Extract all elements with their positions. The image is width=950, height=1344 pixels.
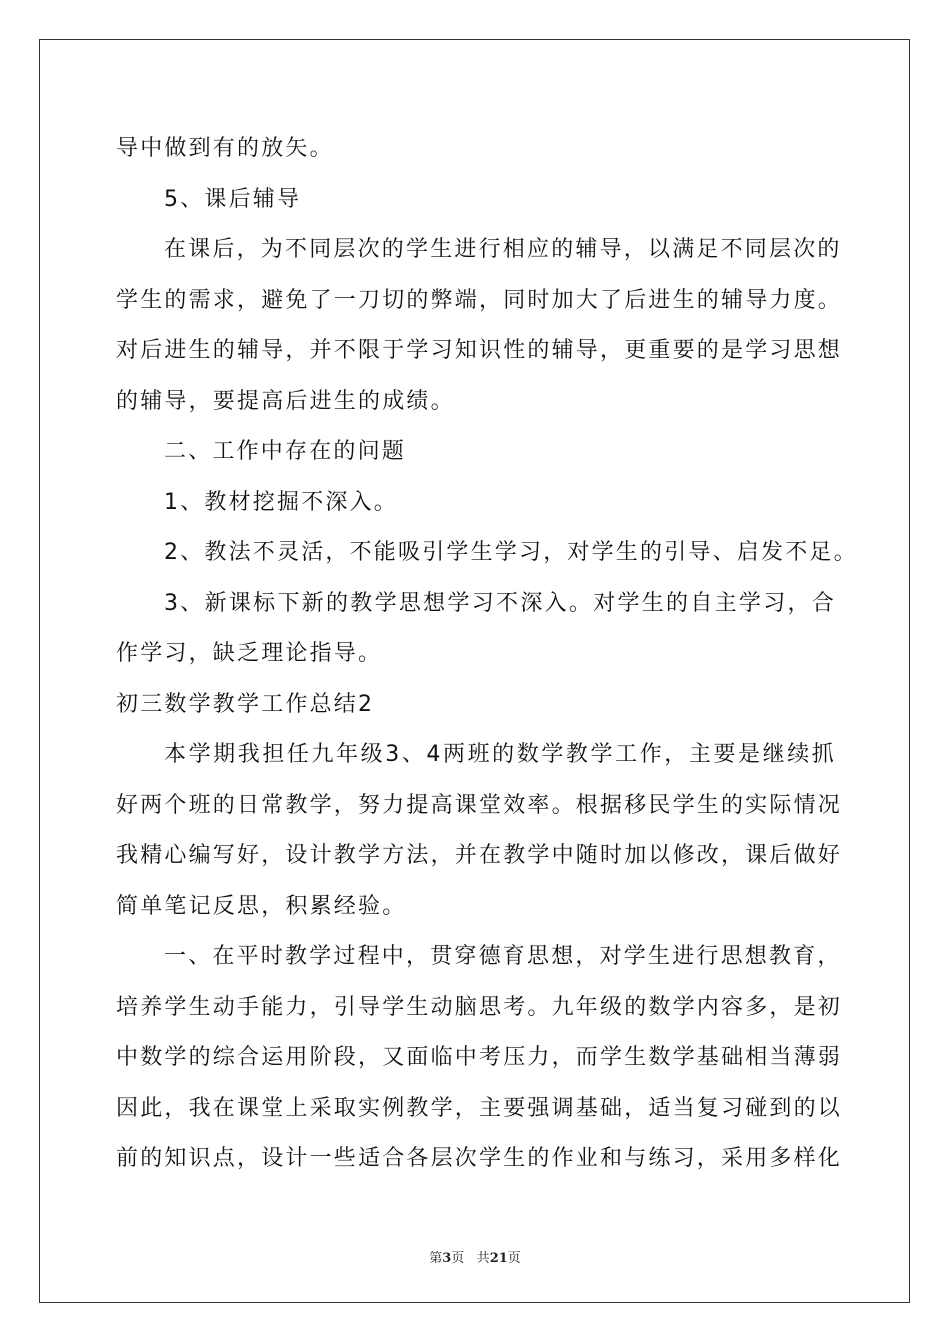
- footer-total-prefix: 共: [476, 1251, 490, 1266]
- footer-total-suffix: 页: [507, 1251, 521, 1266]
- footer-page-suffix: 页: [451, 1251, 465, 1266]
- text-line: 对后进生的辅导，并不限于学习知识性的辅导，更重要的是学习思想: [116, 338, 843, 363]
- paragraph: [116, 730, 843, 932]
- text-line: 在课后，为不同层次的学生进行相应的辅导，以满足不同层次的: [164, 237, 842, 262]
- text-line: 初三数学教学工作总结2: [116, 691, 375, 717]
- text-line: 1、教材挖掘不深入。: [164, 489, 398, 515]
- text-line: 学生的需求，避免了一刀切的弊端，同时加大了后进生的辅导力度。: [116, 287, 843, 313]
- paragraph: [116, 175, 836, 226]
- text-line: 简单笔记反思，积累经验。: [116, 893, 407, 919]
- paragraph: [116, 124, 836, 175]
- paragraph: [116, 478, 836, 529]
- text-line: 本学期我担任九年级3、4两班的数学教学工作，主要是继续抓: [164, 742, 836, 767]
- text-line: 作学习，缺乏理论指导。: [116, 641, 383, 666]
- page-footer: [0, 1247, 950, 1266]
- text-line: 的辅导，要提高后进生的成绩。: [116, 388, 455, 414]
- text-line: 二、工作中存在的问题: [164, 439, 407, 464]
- text-line: 前的知识点，设计一些适合各层次学生的作业和与练习，采用多样化: [116, 1146, 843, 1171]
- text-line: 5、课后辅导: [164, 186, 302, 212]
- paragraph: [116, 225, 843, 427]
- paragraph: [116, 528, 858, 579]
- paragraph: [116, 579, 836, 680]
- footer-page-total: 21: [489, 1251, 508, 1266]
- document-body: [116, 124, 858, 1185]
- text-line: 一、在平时教学过程中，贯穿德育思想，对学生进行思想教育，: [164, 944, 842, 969]
- text-line: 2、教法不灵活，不能吸引学生学习，对学生的引导、启发不足。: [164, 540, 858, 565]
- text-line: 因此，我在课堂上采取实例教学，主要强调基础，适当复习碰到的以: [116, 1095, 843, 1121]
- text-line: 我精心编写好，设计教学方法，并在教学中随时加以修改，课后做好: [116, 843, 843, 868]
- text-line: 导中做到有的放矢。: [116, 136, 334, 161]
- text-line: 中数学的综合运用阶段，又面临中考压力，而学生数学基础相当薄弱: [116, 1045, 843, 1070]
- paragraph: [116, 932, 843, 1185]
- text-line: 3、新课标下新的教学思想学习不深入。对学生的自主学习，合: [164, 590, 836, 616]
- paragraph: [116, 427, 836, 478]
- footer-page-current: 3: [442, 1251, 452, 1266]
- footer-page-prefix: 第: [429, 1251, 443, 1266]
- text-line: 培养学生动手能力，引导学生动脑思考。九年级的数学内容多，是初: [116, 994, 843, 1020]
- paragraph: [116, 680, 836, 731]
- text-line: 好两个班的日常教学，努力提高课堂效率。根据移民学生的实际情况: [116, 792, 843, 818]
